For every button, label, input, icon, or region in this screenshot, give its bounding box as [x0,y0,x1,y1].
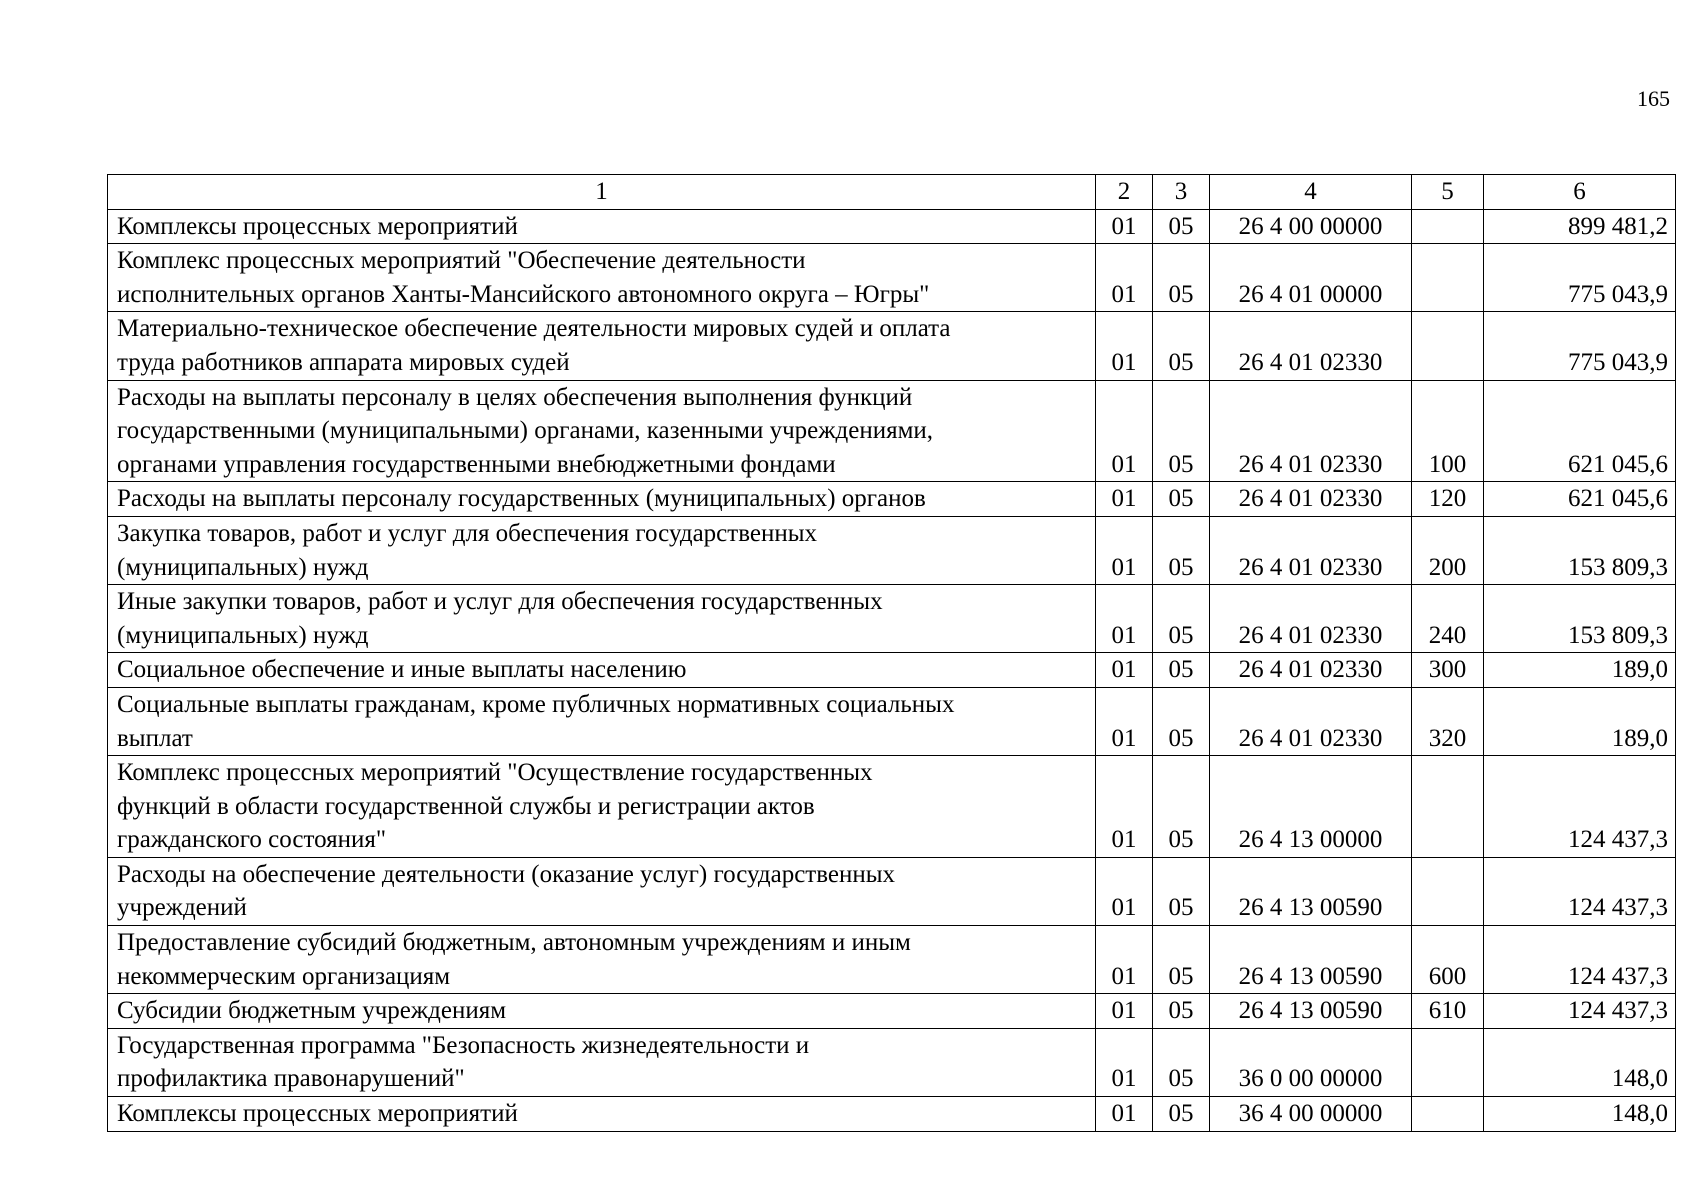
table-row [108,380,1676,482]
row-subsection-code: 05 [1153,209,1210,244]
row-name [108,926,1096,994]
header-col-6: 6 [1484,175,1676,210]
row-name-line: Закупка товаров, работ и услуг для обеспечения государственных [117,519,818,547]
page-number: 165 [1637,86,1670,111]
row-expense-type-code: 120 [1412,482,1484,517]
table-row [108,516,1676,584]
row-target-article-code: 26 4 13 00590 [1210,926,1412,994]
table-row [108,312,1676,380]
row-subsection-code: 05 [1153,585,1210,653]
row-expense-type-code [1412,1097,1484,1132]
row-subsection-code: 05 [1153,1097,1210,1132]
row-expense-type-code: 200 [1412,516,1484,584]
row-expense-type-code: 240 [1412,585,1484,653]
table-row [108,1028,1676,1096]
header-col-1: 1 [108,175,1096,210]
row-name [108,209,1096,244]
row-amount: 621 045,6 [1484,482,1676,517]
row-subsection-code: 05 [1153,687,1210,755]
row-amount: 124 437,3 [1484,756,1676,858]
table-row [108,687,1676,755]
row-name-line: исполнительных органов Ханты-Мансийского автономного округа – Югры" [117,280,930,308]
row-target-article-code: 26 4 01 02330 [1210,380,1412,482]
row-name-line: органами управления государственными внебюджетными фондами [117,450,836,478]
row-name-line: (муниципальных) нужд [117,553,369,581]
row-section-code: 01 [1096,687,1153,755]
row-target-article-code: 26 4 01 02330 [1210,653,1412,688]
row-target-article-code: 26 4 01 02330 [1210,516,1412,584]
row-subsection-code: 05 [1153,994,1210,1029]
row-expense-type-code: 610 [1412,994,1484,1029]
row-amount: 899 481,2 [1484,209,1676,244]
table-row [108,857,1676,925]
row-section-code: 01 [1096,994,1153,1029]
header-col-5: 5 [1412,175,1484,210]
row-target-article-code: 26 4 01 02330 [1210,585,1412,653]
row-name [108,1028,1096,1096]
row-section-code: 01 [1096,926,1153,994]
row-amount: 124 437,3 [1484,994,1676,1029]
row-name [108,380,1096,482]
row-amount: 189,0 [1484,653,1676,688]
row-section-code: 01 [1096,1097,1153,1132]
row-amount: 775 043,9 [1484,244,1676,312]
table-row [108,756,1676,858]
row-expense-type-code [1412,312,1484,380]
row-name-line: Расходы на обеспечение деятельности (оказание услуг) государственных [117,860,896,888]
row-target-article-code: 26 4 01 02330 [1210,687,1412,755]
row-amount: 189,0 [1484,687,1676,755]
table-row [108,209,1676,244]
row-name-line: выплат [117,724,193,752]
row-name [108,1097,1096,1132]
row-name-line: Комплекс процессных мероприятий "Осуществление государственных [117,759,873,787]
row-amount: 153 809,3 [1484,516,1676,584]
row-expense-type-code [1412,1028,1484,1096]
row-name-line: Социальное обеспечение и иные выплаты населению [117,656,687,684]
row-name-line: государственными (муниципальными) органами, казенными учреждениями, [117,417,934,445]
row-name-line: Иные закупки товаров, работ и услуг для обеспечения государственных [117,588,883,616]
row-section-code: 01 [1096,516,1153,584]
row-section-code: 01 [1096,653,1153,688]
table-row [108,653,1676,688]
row-target-article-code: 26 4 13 00590 [1210,994,1412,1029]
row-name-line: функций в области государственной службы и регистрации актов [117,792,815,820]
row-section-code: 01 [1096,312,1153,380]
row-name [108,756,1096,858]
row-name-line: Комплексы процессных мероприятий [117,212,518,240]
row-expense-type-code [1412,244,1484,312]
row-subsection-code: 05 [1153,1028,1210,1096]
table-body [108,209,1676,1131]
row-name-line: Комплексы процессных мероприятий [117,1100,518,1128]
row-target-article-code: 36 4 00 00000 [1210,1097,1412,1132]
row-name-line: труда работников аппарата мировых судей [117,348,570,376]
row-amount: 775 043,9 [1484,312,1676,380]
table-row [108,926,1676,994]
row-subsection-code: 05 [1153,857,1210,925]
row-name-line: учреждений [117,894,247,922]
row-name-line: профилактика правонарушений" [117,1065,465,1093]
row-amount: 153 809,3 [1484,585,1676,653]
row-subsection-code: 05 [1153,926,1210,994]
row-target-article-code: 26 4 13 00590 [1210,857,1412,925]
row-section-code: 01 [1096,482,1153,517]
row-name-line: Комплекс процессных мероприятий "Обеспечение деятельности [117,247,806,275]
row-target-article-code: 36 0 00 00000 [1210,1028,1412,1096]
row-name [108,482,1096,517]
header-row [108,175,1676,210]
table-row [108,585,1676,653]
table-row [108,994,1676,1029]
row-expense-type-code [1412,857,1484,925]
row-name [108,994,1096,1029]
row-expense-type-code [1412,756,1484,858]
row-subsection-code: 05 [1153,516,1210,584]
row-section-code: 01 [1096,1028,1153,1096]
row-section-code: 01 [1096,380,1153,482]
header-col-3: 3 [1153,175,1210,210]
row-amount: 148,0 [1484,1097,1676,1132]
row-target-article-code: 26 4 01 02330 [1210,482,1412,517]
row-name-line: гражданского состояния" [117,826,387,854]
table-row [108,1097,1676,1132]
row-subsection-code: 05 [1153,482,1210,517]
row-subsection-code: 05 [1153,244,1210,312]
row-name [108,244,1096,312]
row-target-article-code: 26 4 01 02330 [1210,312,1412,380]
budget-table [107,174,1676,1132]
header-col-4: 4 [1210,175,1412,210]
row-name-line: Социальные выплаты гражданам, кроме публичных нормативных социальных [117,690,955,718]
row-name-line: Предоставление субсидий бюджетным, автономным учреждениям и иным [117,929,911,957]
row-section-code: 01 [1096,756,1153,858]
row-name-line: Государственная программа "Безопасность жизнедеятельности и [117,1031,810,1059]
row-section-code: 01 [1096,857,1153,925]
row-name [108,516,1096,584]
row-expense-type-code: 600 [1412,926,1484,994]
row-name [108,687,1096,755]
table-row [108,244,1676,312]
row-name [108,312,1096,380]
row-name-line: (муниципальных) нужд [117,621,369,649]
row-name [108,585,1096,653]
row-subsection-code: 05 [1153,380,1210,482]
row-expense-type-code [1412,209,1484,244]
row-expense-type-code: 320 [1412,687,1484,755]
row-section-code: 01 [1096,585,1153,653]
row-amount: 124 437,3 [1484,926,1676,994]
row-amount: 621 045,6 [1484,380,1676,482]
row-expense-type-code: 100 [1412,380,1484,482]
row-target-article-code: 26 4 00 00000 [1210,209,1412,244]
row-name [108,653,1096,688]
row-amount: 124 437,3 [1484,857,1676,925]
row-name-line: некоммерческим организациям [117,962,451,990]
row-amount: 148,0 [1484,1028,1676,1096]
row-section-code: 01 [1096,209,1153,244]
table-row [108,482,1676,517]
row-expense-type-code: 300 [1412,653,1484,688]
row-subsection-code: 05 [1153,312,1210,380]
row-name-line: Материально-техническое обеспечение деятельности мировых судей и оплата [117,315,951,343]
row-subsection-code: 05 [1153,756,1210,858]
row-subsection-code: 05 [1153,653,1210,688]
row-name-line: Расходы на выплаты персоналу государственных (муниципальных) органов [117,485,926,513]
row-name [108,857,1096,925]
row-name-line: Субсидии бюджетным учреждениям [117,997,507,1025]
row-target-article-code: 26 4 01 00000 [1210,244,1412,312]
row-section-code: 01 [1096,244,1153,312]
row-name-line: Расходы на выплаты персоналу в целях обеспечения выполнения функций [117,383,913,411]
row-target-article-code: 26 4 13 00000 [1210,756,1412,858]
header-col-2: 2 [1096,175,1153,210]
